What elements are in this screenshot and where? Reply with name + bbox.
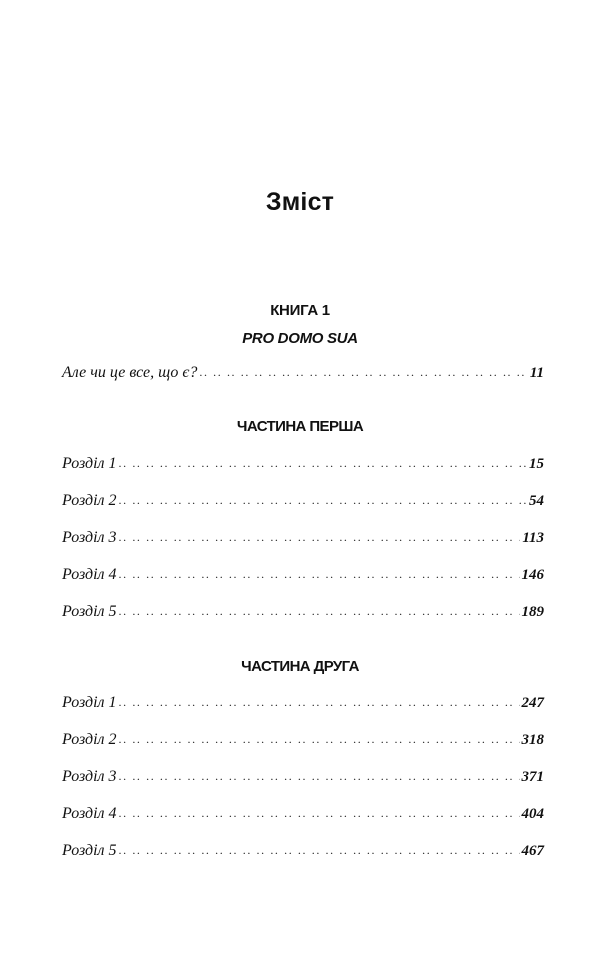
- section-heading-part-2: ЧАСТИНА ДРУГА: [241, 658, 359, 675]
- toc-entry-label: Але чи це все, що є?: [62, 364, 198, 381]
- toc-entry-label: Розділ 4: [62, 566, 117, 583]
- dot-leader: [119, 769, 520, 784]
- toc-entry-page: 146: [521, 567, 544, 583]
- toc-entry-label: Розділ 2: [62, 492, 117, 509]
- toc-entry-page: 371: [521, 769, 544, 785]
- toc-entry[interactable]: [62, 805, 544, 827]
- dot-leader: [119, 567, 520, 582]
- toc-entry[interactable]: [62, 603, 544, 625]
- toc-entry-page: 318: [521, 732, 544, 748]
- dot-leader: [119, 493, 527, 508]
- toc-entry[interactable]: [62, 694, 544, 716]
- dot-leader: [119, 806, 520, 821]
- toc-entry-label: Розділ 4: [62, 805, 117, 822]
- dot-leader: [119, 695, 520, 710]
- toc-entry-intro[interactable]: [62, 364, 544, 386]
- dot-leader: [119, 530, 521, 545]
- toc-entry-label: Розділ 1: [62, 455, 117, 472]
- toc-entry[interactable]: [62, 842, 544, 864]
- section-heading-part-1: ЧАСТИНА ПЕРША: [236, 418, 364, 435]
- dot-leader: [199, 365, 527, 380]
- toc-entry[interactable]: [62, 566, 544, 588]
- toc-entry-label: Розділ 3: [62, 768, 117, 785]
- page-title: Зміст: [265, 188, 335, 216]
- toc-entry-page: 189: [521, 604, 544, 620]
- toc-entry[interactable]: [62, 731, 544, 753]
- toc-entry-label: Розділ 5: [62, 603, 117, 620]
- dot-leader: [119, 604, 520, 619]
- toc-entry[interactable]: [62, 492, 544, 514]
- toc-entry-page: 247: [521, 695, 544, 711]
- toc-entry-label: Розділ 1: [62, 694, 117, 711]
- toc-entry-page: 467: [521, 843, 544, 859]
- toc-entry[interactable]: [62, 768, 544, 790]
- toc-entry-page: 11: [529, 365, 544, 381]
- dot-leader: [119, 732, 520, 747]
- toc-entry-label: Розділ 5: [62, 842, 117, 859]
- toc-entry-page: 404: [521, 806, 544, 822]
- toc-entry[interactable]: [62, 529, 544, 551]
- toc-entry-page: 15: [529, 456, 544, 472]
- toc-entry-label: Розділ 2: [62, 731, 117, 748]
- toc-entry-page: 113: [522, 530, 544, 546]
- dot-leader: [119, 843, 520, 858]
- book-label: КНИГА 1: [270, 302, 330, 319]
- toc-entry-page: 54: [529, 493, 544, 509]
- dot-leader: [119, 456, 527, 471]
- toc-entry-label: Розділ 3: [62, 529, 117, 546]
- toc-entry[interactable]: [62, 455, 544, 477]
- book-subtitle: PRO DOMO SUA: [242, 330, 358, 347]
